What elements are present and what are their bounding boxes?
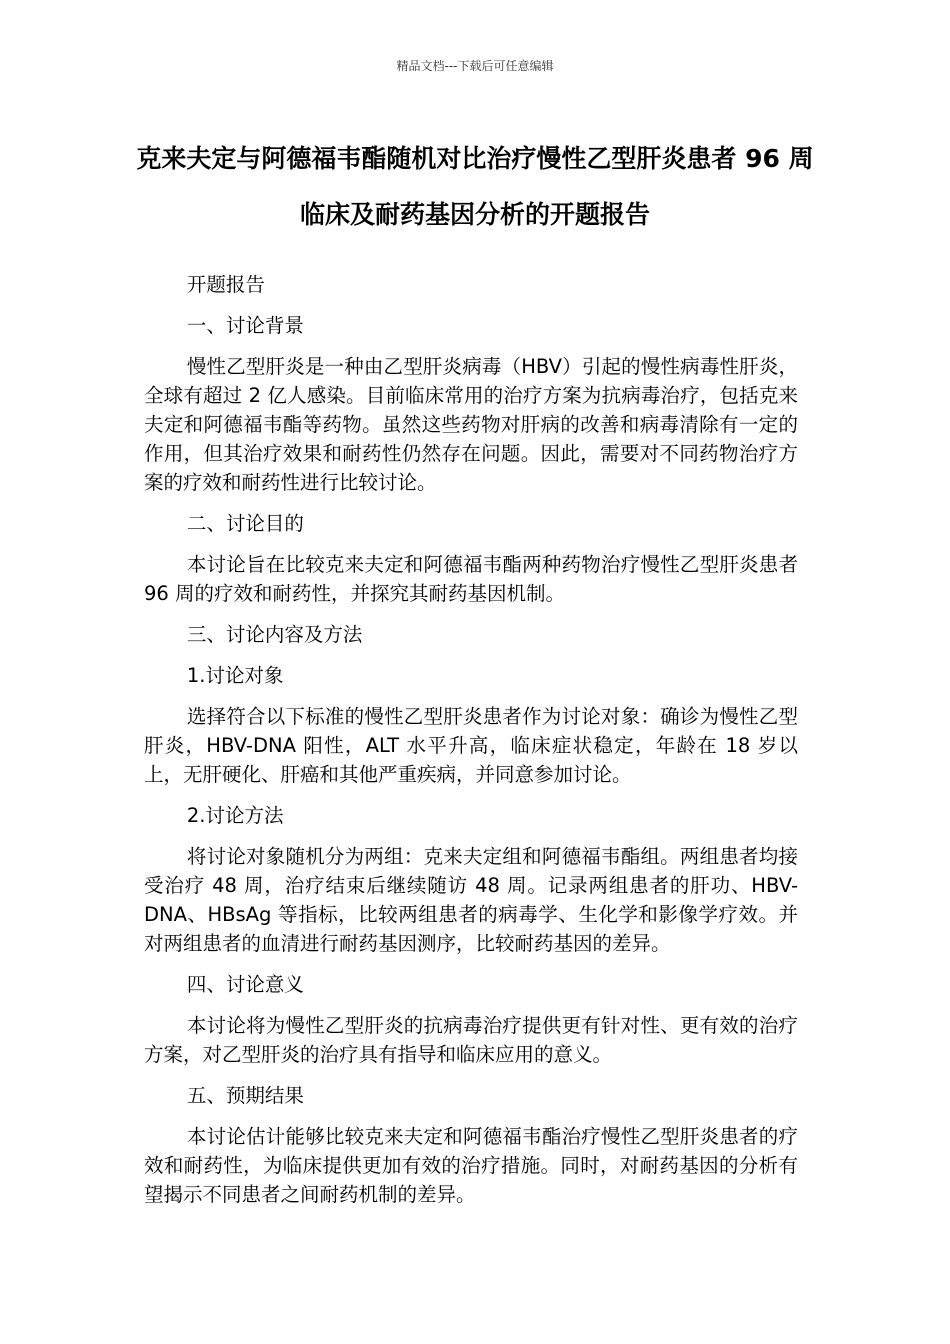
subsection-heading-methods: 2.讨论方法 xyxy=(186,804,284,827)
report-heading: 开题报告 xyxy=(186,273,265,296)
document-title: 克来夫定与阿德福韦酯随机对比治疗慢性乙型肝炎患者 96 周临床及耐药基因分析的开题报告 xyxy=(136,144,814,229)
section-heading-significance: 四、讨论意义 xyxy=(186,973,304,996)
paragraph-purpose: 本讨论旨在比较克来夫定和阿德福韦酯两种药物治疗慢性乙型肝炎患者 96 周的疗效和耐药性，并探究其耐药基因机制。 xyxy=(144,553,798,605)
section-heading-purpose: 二、讨论目的 xyxy=(186,512,304,535)
document-body xyxy=(144,270,798,1221)
section-heading-background: 一、讨论背景 xyxy=(186,314,304,337)
paragraph-methods: 将讨论对象随机分为两组：克来夫定组和阿德福韦酯组。两组患者均接受治疗 48 周，治疗结束后继续随访 48 周。记录两组患者的肝功、HBV-DNA、HBsAg 等指标，比较两组患者的病毒学、生化学和影像学疗效。并对两组患者的血清进行耐药基因测序，比较耐药基因的差异。 xyxy=(144,845,798,955)
header-note: 精品文档---下载后可任意编辑 xyxy=(396,59,554,73)
section-heading-expected-results: 五、预期结果 xyxy=(186,1084,304,1107)
paragraph-subjects: 选择符合以下标准的慢性乙型肝炎患者作为讨论对象：确诊为慢性乙型肝炎，HBV-DNA 阳性，ALT 水平升高，临床症状稳定，年龄在 18 岁以上，无肝硬化、肝癌和其他严重疾病，并同意参加讨论。 xyxy=(144,705,798,786)
paragraph-significance: 本讨论将为慢性乙型肝炎的抗病毒治疗提供更有针对性、更有效的治疗方案，对乙型肝炎的治疗具有指导和临床应用的意义。 xyxy=(144,1014,798,1066)
paragraph-background: 慢性乙型肝炎是一种由乙型肝炎病毒（HBV）引起的慢性病毒性肝炎，全球有超过 2 亿人感染。目前临床常用的治疗方案为抗病毒治疗，包括克来夫定和阿德福韦酯等药物。虽然这些药物对肝病的改善和病毒清除有一定的作用，但其治疗效果和耐药性仍然存在问题。因此，需要对不同药物治疗方案的疗效和耐药性进行比较讨论。 xyxy=(144,355,798,494)
subsection-heading-subjects: 1.讨论对象 xyxy=(186,664,284,687)
paragraph-expected-results: 本讨论估计能够比较克来夫定和阿德福韦酯治疗慢性乙型肝炎患者的疗效和耐药性，为临床提供更加有效的治疗措施。同时，对耐药基因的分析有望揭示不同患者之间耐药机制的差异。 xyxy=(144,1125,798,1206)
section-heading-content-methods: 三、讨论内容及方法 xyxy=(186,623,363,646)
